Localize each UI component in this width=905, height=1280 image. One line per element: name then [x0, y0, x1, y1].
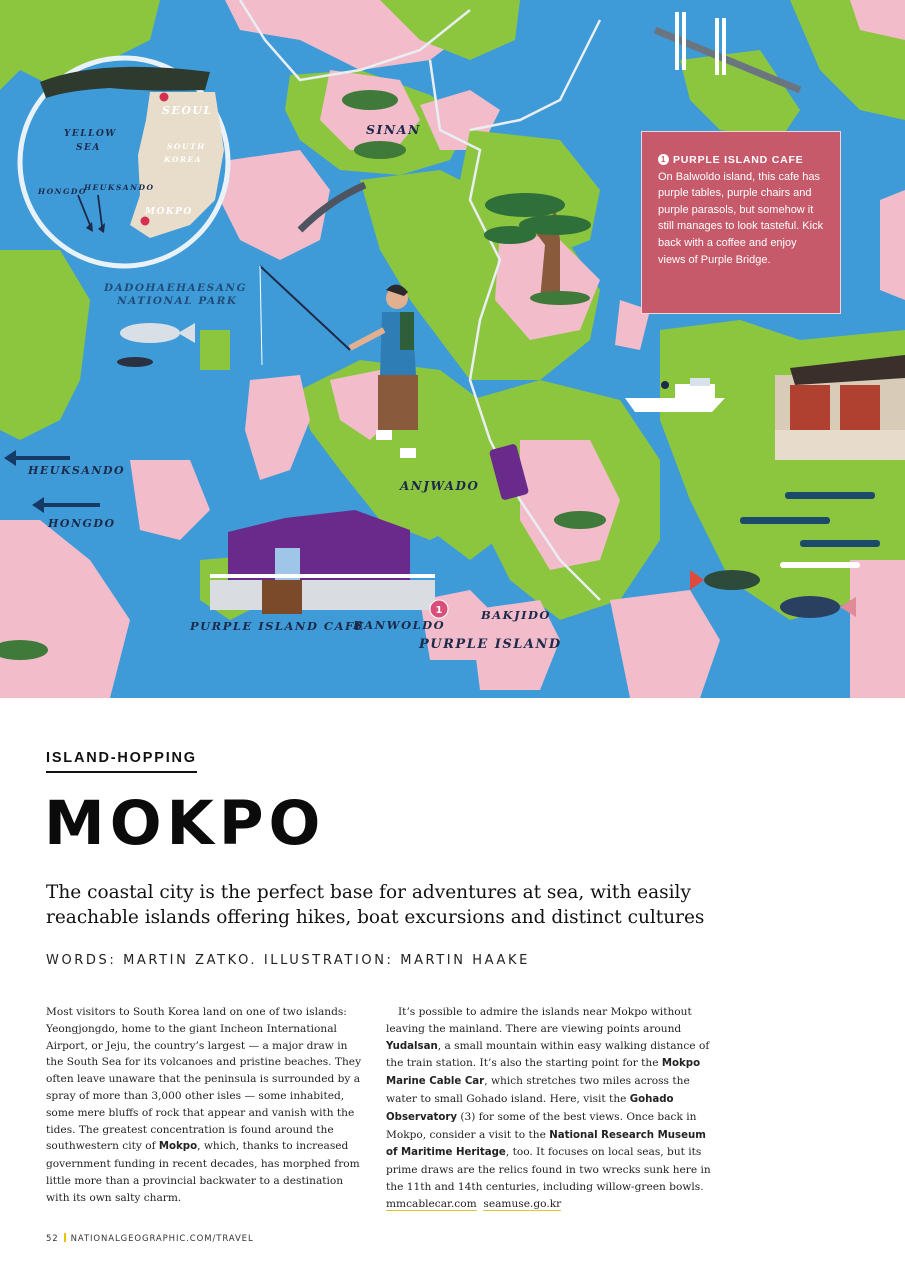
label-anjwado: ANJWADO — [400, 479, 480, 493]
inset-label-heuksando: HEUKSANDO — [84, 183, 155, 192]
footer-divider — [64, 1233, 66, 1242]
label-purple-island-cafe: PURPLE ISLAND CAFE — [190, 619, 365, 633]
link-seamuse[interactable]: seamuse.go.kr — [483, 1197, 562, 1210]
byline: WORDS: MARTIN ZATKO. ILLUSTRATION: MARTIN HAAKE — [46, 953, 530, 968]
links-line — [386, 1196, 711, 1213]
link-mmcablecar[interactable]: mmcablecar.com — [386, 1197, 477, 1210]
inset-label-yellow-sea-2: SEA — [76, 143, 101, 153]
article-title: MOKPO — [44, 788, 326, 859]
callout-title-text: PURPLE ISLAND CAFE — [673, 154, 804, 166]
label-hongdo: HONGDO — [48, 517, 116, 530]
inset-label-south-korea: SOUTH — [167, 142, 206, 151]
callout-number: 1 — [658, 154, 669, 165]
page-footer — [46, 1233, 254, 1244]
callout-title — [658, 152, 826, 169]
marker-1-number: 1 — [435, 605, 443, 616]
callout-body: On Balwoldo island, this cafe has purple tables, purple chairs and purple parasols, but somehow it still manages to look tasteful. Kick back with a coffee and enjoy views of Purple Bridge. — [658, 170, 824, 266]
label-park-2: NATIONAL PARK — [117, 295, 238, 307]
paragraph-1: Most visitors to South Korea land on one of two islands: Yeongjongdo, home to the giant Incheon International Airport, or Jeju, the country’s largest — a major draw in the South Sea for its volcanoes and pristine beaches. They often leave unaware that the peninsula is surrounded by a spray of more than 3,000 other isles — some inhabited, some mere bluffs of rock that appear and vanish with the tides. The greatest concentration is found around the southwestern city of Mokpo, which, thanks to increased government funding in recent decades, has morphed from little more than a provincial backwater to a destination with its own salty charm. — [46, 1006, 362, 1204]
inset-label-yellow-sea: YELLOW — [64, 129, 117, 139]
label-purple-island: PURPLE ISLAND — [419, 637, 562, 652]
page-number: 52 — [46, 1234, 59, 1244]
inset-label-hongdo: HONGDO — [38, 187, 87, 196]
label-banwoldo: BANWOLDO — [353, 618, 446, 632]
body-column-2 — [386, 1004, 711, 1213]
footer-site: NATIONALGEOGRAPHIC.COM/TRAVEL — [70, 1234, 254, 1244]
label-bakjido: BAKJIDO — [481, 608, 551, 622]
inset-label-south-korea-2: KOREA — [164, 155, 203, 164]
paragraph-2: It’s possible to admire the islands near Mokpo without leaving the mainland. There are viewing points around Yudalsan, a small mountain within easy walking distance of the train station. It’s also the starting point for the Mokpo Marine Cable Car, which stretches two miles across the water to small Gohado island. Here, visit the Gohado Observatory (3) for some of the best views. Once back in Mokpo, consider a visit to the National Research Museum of Maritime Heritage, too. It focuses on local seas, but its prime draws are the relics found in two wrecks sunk here in the 11th and 14th centuries, including willow-green bowls. — [386, 1006, 711, 1193]
standfirst: The coastal city is the perfect base for adventures at sea, with easily reachable islands offering hikes, boat excursions and distinct cultures — [46, 882, 705, 928]
body-column-1 — [46, 1004, 368, 1207]
section-kicker: ISLAND-HOPPING — [46, 750, 197, 773]
inset-label-mokpo: MOKPO — [145, 207, 193, 217]
label-sinan: SINAN — [366, 122, 421, 137]
traditional-building — [775, 355, 905, 460]
callout-purple-island-cafe — [641, 131, 841, 314]
label-heuksando: HEUKSANDO — [28, 464, 126, 477]
label-park: DADOHAEHAESANG — [104, 282, 247, 294]
inset-label-seoul: SEOUL — [162, 104, 213, 117]
